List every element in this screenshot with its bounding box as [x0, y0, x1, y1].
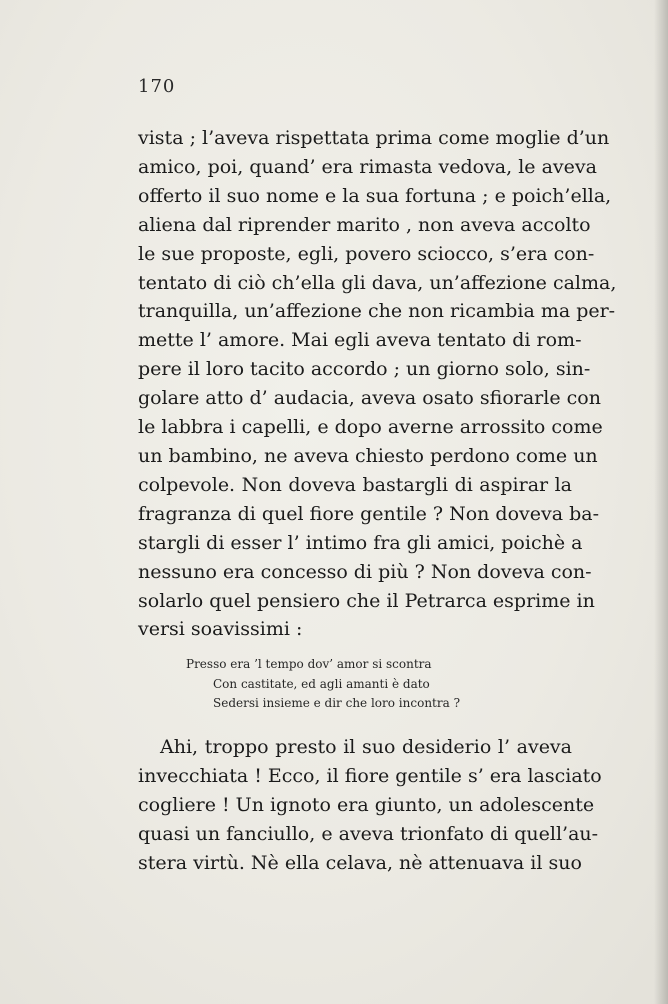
text-line: invecchiata ! Ecco, il fiore gentile s’ era lasciato [138, 764, 602, 787]
text-line: nessuno era concesso di più ? Non doveva con- [138, 560, 592, 583]
text-line: tranquilla, un’affezione che non ricambia ma per- [138, 300, 616, 323]
verse-quote [186, 655, 460, 714]
text-line: amico, poi, quand’ era rimasta vedova, le aveva [138, 155, 597, 178]
paragraph-2 [138, 733, 602, 878]
text-line: aliena dal riprender marito , non aveva accolto [138, 213, 591, 236]
paragraph-1 [138, 124, 617, 644]
text-line: tentato di ciò ch’ella gli dava, un’affezione calma, [138, 271, 617, 294]
text-line: solarlo quel pensiero che il Petrarca esprime in [138, 589, 595, 612]
text-line: le sue proposte, egli, povero sciocco, s’era con- [138, 242, 595, 265]
text-line: cogliere ! Un ignoto era giunto, un adolescente [138, 793, 595, 816]
page-number: 170 [138, 76, 176, 97]
text-line: un bambino, ne aveva chiesto perdono come un [138, 444, 598, 467]
text-line: stargli di esser l’ intimo fra gli amici, poichè a [138, 531, 583, 554]
text-line: golare atto d’ audacia, aveva osato sfiorarle con [138, 387, 601, 410]
text-line: fragranza di quel fiore gentile ? Non doveva ba- [138, 502, 600, 525]
text-line: le labbra i capelli, e dopo averne arrossito come [138, 416, 603, 439]
text-line: stera virtù. Nè ella celava, nè attenuava il suo [138, 851, 582, 874]
text-line: pere il loro tacito accordo ; un giorno solo, sin- [138, 358, 591, 381]
text-line: versi soavissimi : [138, 618, 303, 641]
verse-line: Presso era ’l tempo dov’ amor si scontra [186, 657, 432, 671]
text-line: offerto il suo nome e la sua fortuna ; e poich’ella, [138, 184, 612, 207]
text-line: mette l’ amore. Mai egli aveva tentato di rom- [138, 329, 582, 352]
text-line: quasi un fanciullo, e aveva trionfato di quell’au- [138, 822, 599, 845]
page-edge-shadow [654, 0, 668, 1004]
verse-line: Sedersi insieme e dir che loro incontra ? [213, 696, 461, 710]
text-line: Ahi, troppo presto il suo desiderio l’ aveva [160, 736, 572, 758]
text-line: vista ; l’aveva rispettata prima come moglie d’un [138, 127, 610, 149]
text-line: colpevole. Non doveva bastargli di aspirar la [138, 473, 572, 496]
verse-line: Con castitate, ed agli amanti è dato [213, 676, 430, 691]
